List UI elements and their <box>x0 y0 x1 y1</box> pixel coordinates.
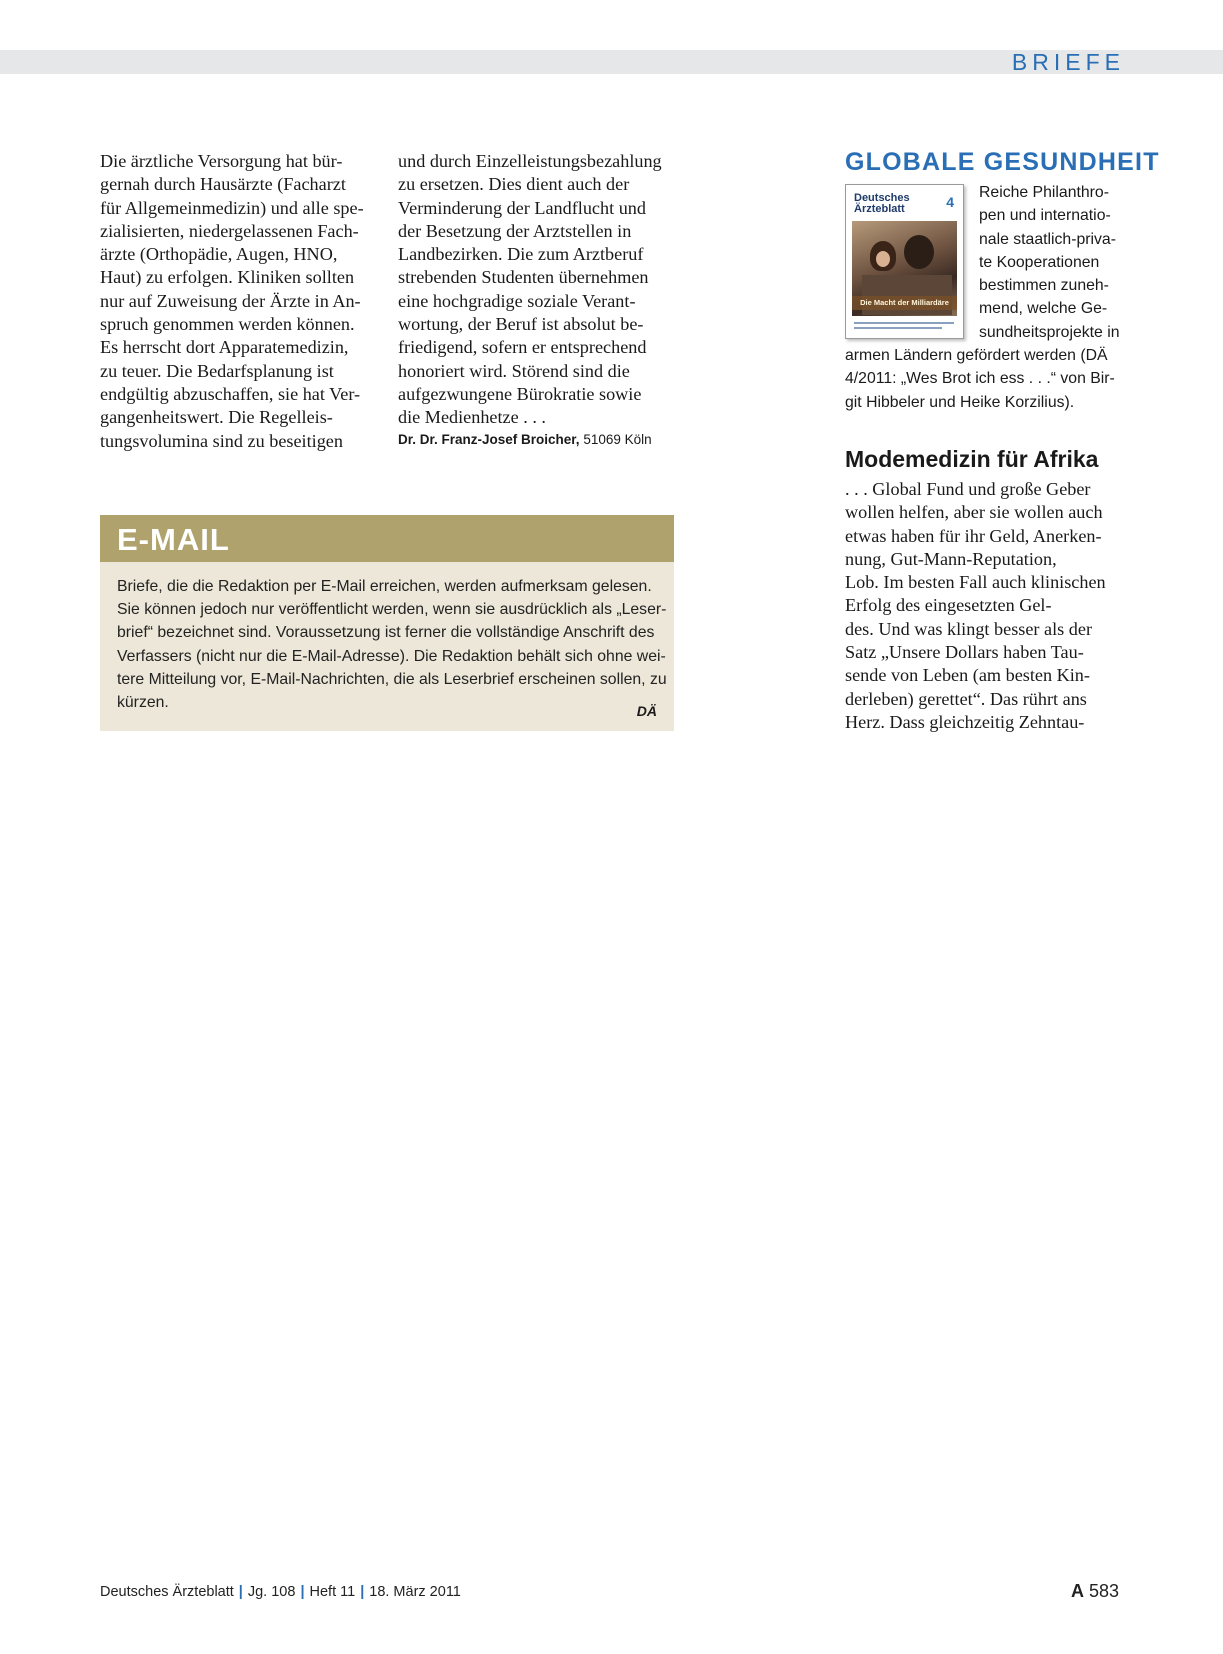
text-line: Die ärztliche Versorgung hat bür- <box>100 151 343 171</box>
text-line: wollen helfen, aber sie wollen auch <box>845 502 1103 523</box>
text-line: und durch Einzelleistungsbezahlung <box>398 151 662 171</box>
text-line: ärzte (Orthopädie, Augen, HNO, <box>100 244 338 265</box>
text-line: Lob. Im besten Fall auch klinischen <box>845 572 1106 593</box>
text-line: git Hibbeler und Heike Korzilius). <box>845 393 1075 411</box>
text-line: zu teuer. Die Bedarfsplanung ist <box>100 360 334 381</box>
globale-teaser-wrapped <box>979 181 1123 344</box>
footer-journal: Deutsches Ärzteblatt <box>100 1584 234 1600</box>
text-line: honoriert wird. Störend sind die <box>398 360 630 381</box>
magazine-cover-thumbnail[interactable] <box>845 184 964 339</box>
letter-column-2 <box>398 150 683 450</box>
page-prefix: A <box>1070 1581 1084 1601</box>
author-location: 51069 Köln <box>579 431 652 447</box>
text-line: Herz. Dass gleichzeitig Zehntau- <box>845 711 1085 732</box>
text-line: für Allgemeinmedizin) und alle spe- <box>100 197 364 218</box>
email-notice-box <box>100 515 674 731</box>
text-line: spruch genommen werden können. <box>100 314 355 335</box>
cover-tagline: Die Macht der Milliardäre <box>852 296 957 310</box>
footer-volume: Jg. 108 <box>247 1584 296 1600</box>
text-line: Satz „Unsere Dollars haben Tau- <box>845 642 1084 663</box>
text-line: friedigend, sofern er entsprechend <box>398 337 647 358</box>
text-line: 4/2011: „Wes Brot ich ess . . .“ von Bir- <box>845 370 1115 388</box>
cover-issue-number: 4 <box>946 194 954 210</box>
text-line: gernah durch Hausärzte (Facharzt <box>100 174 346 195</box>
page-footer-citation <box>100 1582 461 1602</box>
footer-separator: | <box>300 1584 305 1600</box>
text-line: der Besetzung der Arztstellen in <box>398 220 632 241</box>
letter-column-1 <box>100 150 382 453</box>
letter-column-2-text <box>398 150 683 430</box>
text-line: brief“ bezeichnet sind. Voraussetzung ist ferner die vollständige Anschrift des <box>117 624 655 642</box>
text-line: Reiche Philanthro- <box>979 184 1109 201</box>
text-line: Landbezirken. Die zum Arztberuf <box>398 244 644 265</box>
text-line: Sie können jedoch nur veröffentlicht werden, wenn sie ausdrücklich als „Leser- <box>117 601 667 619</box>
text-line: nale staatlich-priva- <box>979 230 1116 248</box>
text-line: zu ersetzen. Dies dient auch der <box>398 174 630 195</box>
text-line: . . . Global Fund und große Geber <box>845 479 1091 499</box>
cover-masthead-line1: Deutsches <box>854 192 910 204</box>
text-line: sende von Leben (am besten Kin- <box>845 665 1090 686</box>
text-line: des. Und was klingt besser als der <box>845 618 1092 639</box>
text-line: mend, welche Ge- <box>979 300 1108 318</box>
globale-gesundheit-heading: GLOBALE GESUNDHEIT <box>845 148 1160 176</box>
letter-heading-modemedizin: Modemedizin für Afrika <box>845 446 1099 472</box>
text-line: Erfolg des eingesetzten Gel- <box>845 595 1052 616</box>
author-name: Dr. Dr. Franz-Josef Broicher, <box>398 431 580 447</box>
text-line: armen Ländern gefördert werden (DÄ <box>845 347 1108 364</box>
letter-signature <box>398 430 683 450</box>
email-notice-signature: DÄ <box>636 703 657 719</box>
cover-footer-line <box>854 327 942 329</box>
footer-issue: Heft 11 <box>309 1584 356 1600</box>
text-line: aufgezwungene Bürokratie sowie <box>398 383 642 404</box>
page-number <box>1071 1579 1119 1603</box>
letter-column-3 <box>845 478 1123 734</box>
email-notice-title: E-MAIL <box>100 515 674 562</box>
text-line: te Kooperationen <box>979 253 1100 271</box>
text-line: bestimmen zuneh- <box>979 277 1109 295</box>
text-line: strebenden Studenten übernehmen <box>398 267 649 288</box>
text-line: kürzen. <box>117 694 169 712</box>
text-line: derleben) gerettet“. Das rührt ans <box>845 688 1087 709</box>
text-line: gangenheitswert. Die Regelleis- <box>100 407 333 428</box>
text-line: nur auf Zuweisung der Ärzte in An- <box>100 290 361 311</box>
page-number-value: 583 <box>1083 1581 1119 1601</box>
text-line: tere Mitteilung vor, E-Mail-Nachrichten, die als Leserbrief erscheinen sollen, zu <box>117 670 667 688</box>
text-line: zialisierten, niedergelassenen Fach- <box>100 220 359 241</box>
cover-photo-face <box>876 251 890 267</box>
text-line: Es herrscht dort Apparatemedizin, <box>100 337 349 358</box>
text-line: eine hochgradige soziale Verant- <box>398 290 636 311</box>
text-line: nung, Gut-Mann-Reputation, <box>845 548 1057 569</box>
footer-date: 18. März 2011 <box>369 1584 461 1600</box>
section-label: BRIEFE <box>1011 49 1125 75</box>
footer-separator: | <box>360 1584 365 1600</box>
text-line: endgültig abzuschaffen, sie hat Ver- <box>100 383 361 404</box>
text-line: pen und internatio- <box>979 207 1111 225</box>
text-line: Haut) zu erfolgen. Kliniken sollten <box>100 267 355 288</box>
text-line: Verminderung der Landflucht und <box>398 197 646 218</box>
footer-separator: | <box>238 1584 243 1600</box>
cover-photo-figure <box>904 235 934 269</box>
cover-masthead <box>854 193 910 215</box>
text-line: Verfassers (nicht nur die E-Mail-Adresse). Die Redaktion behält sich ohne wei- <box>117 647 666 665</box>
email-notice-text <box>100 562 674 714</box>
text-line: die Medienhetze . . . <box>398 407 546 428</box>
text-line: wortung, der Beruf ist absolut be- <box>398 314 644 335</box>
cover-footer-line <box>854 322 954 324</box>
cover-masthead-line2: Ärzteblatt <box>854 203 905 215</box>
text-line: tungsvolumina sind zu beseitigen <box>100 430 343 451</box>
text-line: etwas haben für ihr Geld, Anerken- <box>845 525 1102 546</box>
text-line: sundheitsprojekte in <box>979 323 1120 341</box>
text-line: Briefe, die die Redaktion per E-Mail erreichen, werden aufmerksam gelesen. <box>117 578 652 595</box>
globale-teaser-full <box>845 344 1123 414</box>
